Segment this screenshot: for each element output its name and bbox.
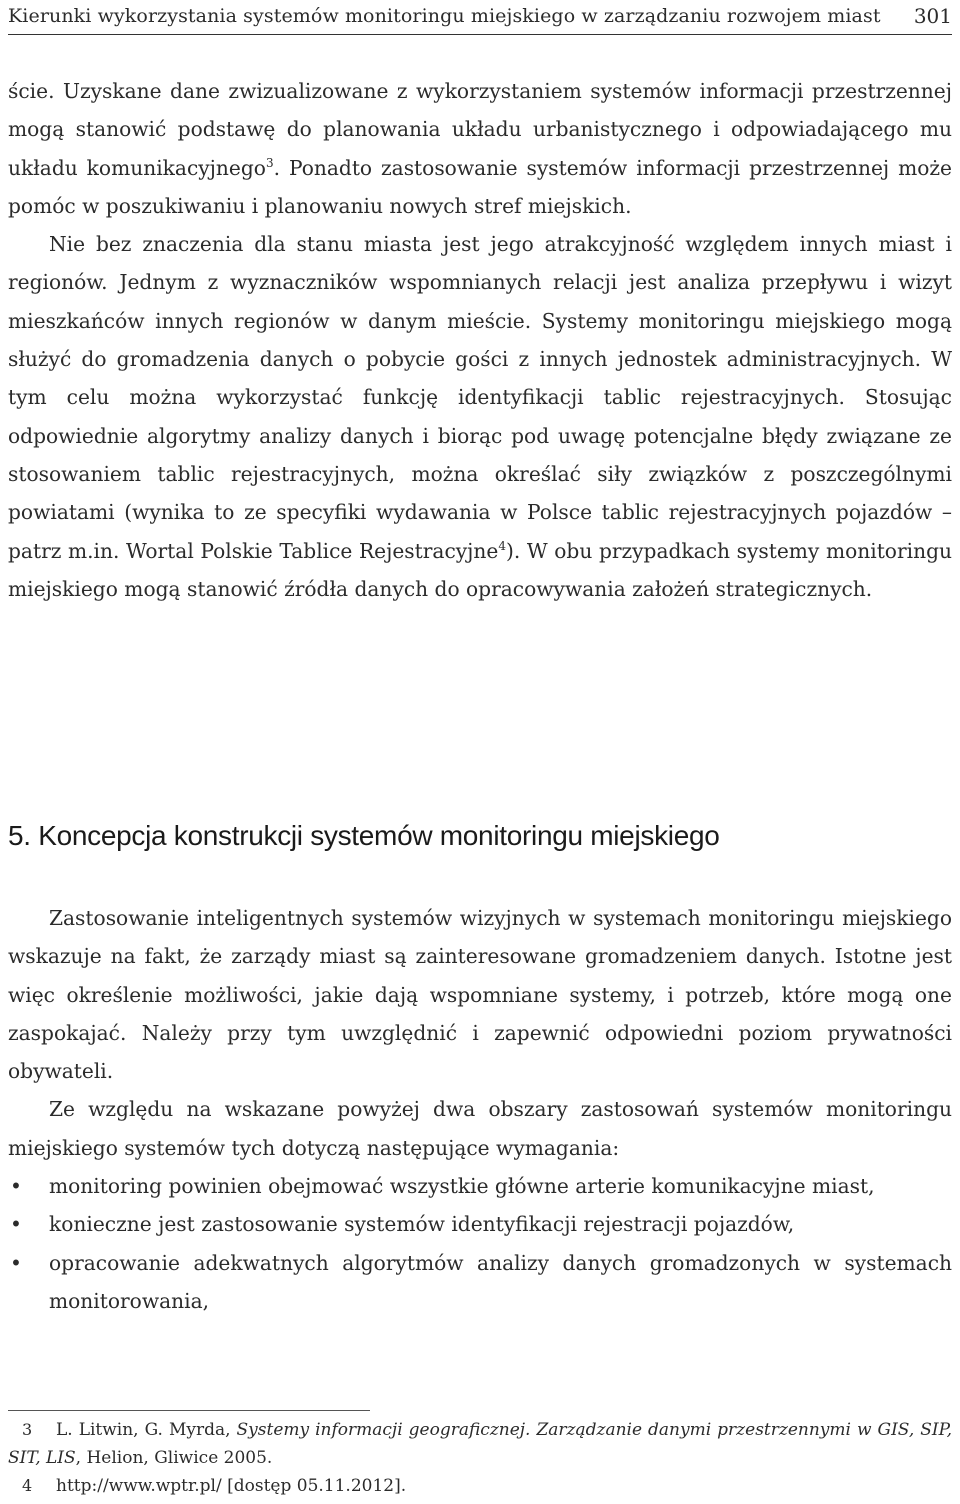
footnote-reference[interactable]: 3 <box>265 155 274 170</box>
footnote-4 <box>8 1472 952 1501</box>
paragraph <box>8 72 952 225</box>
bullet-icon: • <box>10 1212 22 1237</box>
list-item <box>8 1205 952 1243</box>
footnote-publisher: , Helion, Gliwice 2005. <box>75 1447 273 1468</box>
paragraph-text: Nie bez znaczenia dla stanu miasta jest jego atrakcyjność względem innych miast i regionów. Jednym z wyznaczników wspomnianych relacji jest analiza przepływu i wizyt mieszkańców innych regionów w danym mieście. Systemy monitoringu miejskiego mogą służyć do gromadzenia danych o pobycie gości z innych jednostek administracyjnych. W tym celu można wykorzystać funkcję identyfikacji tablic rejestracyjnych. Stosując odpowiednie algorytmy analizy danych i biorąc pod uwagę potencjalne błędy związane ze stosowaniem tablic rejestracyjnych, można określać siły związków z poszczególnymi powiatami (wynika to ze specyfiki wydawania w Polsce tablic rejestracyjnych pojazdów – patrz m.in. Wortal Polskie Tablice Rejestracyjne <box>8 232 952 563</box>
paragraph: Ze względu na wskazane powyżej dwa obszary zastosowań systemów monitoringu miejskiego systemów tych dotyczą następujące wymagania: <box>8 1097 952 1160</box>
list-item-text: opracowanie adekwatnych algorytmów analizy danych gromadzonych w systemach monitorowania, <box>49 1250 952 1313</box>
paragraph-text: . Ponadto zastosowanie systemów informacji przestrzennej może pomóc w poszukiwaniu i planowaniu nowych stref miejskich. <box>8 155 952 218</box>
paragraph: Zastosowanie inteligentnych systemów wizyjnych w systemach monitoringu miejskiego wskazuje na fakt, że zarządy miast są zainteresowane gromadzeniem danych. Istotne jest więc określenie możliwości, jakie dają wspomniane systemy, i potrzeb, które mogą one zaspokajać. Należy przy tym uwzględnić i zapewnić odpowiedni poziom prywatności obywateli. <box>8 906 952 1084</box>
footnote-mark <box>8 1416 56 1445</box>
bullet-icon: • <box>10 1250 22 1275</box>
running-header-title: Kierunki wykorzystania systemów monitoringu miejskiego w zarządzaniu rozwojem miast <box>8 5 881 27</box>
footnote-separator <box>8 1410 370 1411</box>
footnote-number: 3 <box>22 1420 33 1439</box>
list-item-text: monitoring powinien obejmować wszystkie główne arterie komunikacyjne miast, <box>49 1174 875 1199</box>
section-heading: 5. Koncepcja konstrukcji systemów monitoringu miejskiego <box>8 820 720 851</box>
body-text-upper <box>8 72 952 608</box>
footnote-url[interactable]: http://www.wptr.pl/ [dostęp 05.11.2012]. <box>56 1476 407 1496</box>
paragraph <box>8 225 952 608</box>
footnotes <box>8 1416 952 1501</box>
footnote-reference[interactable]: 4 <box>498 538 507 553</box>
footnote-mark <box>8 1472 56 1501</box>
running-header <box>8 4 952 35</box>
requirements-list <box>8 1167 952 1320</box>
footnote-number: 4 <box>22 1476 33 1495</box>
body-text-section-5 <box>8 899 952 1320</box>
bullet-icon: • <box>10 1174 22 1199</box>
paragraph-text: ście. Uzyskane dane zwizualizowane z wykorzystaniem systemów informacji przestrzennej mogą stanowić podstawę do planowania układu urbanistycznego i odpowiadającego mu układu komunikacyjnego <box>8 79 952 180</box>
page-number: 301 <box>913 4 952 28</box>
footnote-3 <box>8 1416 952 1472</box>
list-item <box>8 1244 952 1321</box>
footnote-authors: L. Litwin, G. Myrda, <box>56 1420 237 1440</box>
list-item <box>8 1167 952 1205</box>
paragraph-text: ). W obu przypadkach systemy monitoringu miejskiego mogą stanowić źródła danych do opracowywania założeń strategicznych. <box>8 538 952 601</box>
list-item-text: konieczne jest zastosowanie systemów identyfikacji rejestracji pojazdów, <box>49 1212 795 1237</box>
footnote-book-title: Systemy informacji geograficznej. Zarządzanie danymi przestrzennymi w GIS, SIP, SIT, LIS <box>8 1420 952 1468</box>
